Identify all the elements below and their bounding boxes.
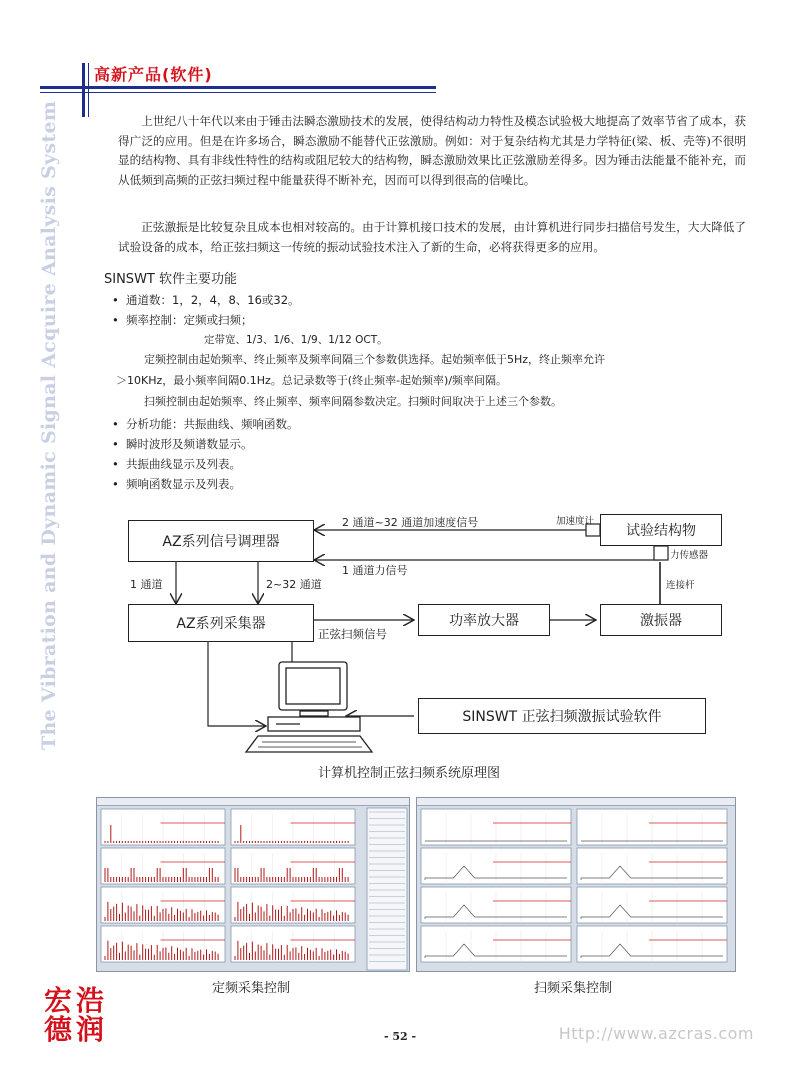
sweep-caption: 扫频采集控制	[534, 981, 613, 996]
intro-paragraph: 上世纪八十年代以来由于锤击法瞬态激励技术的发展，使得结构动力特性及模态试验极大地提高了效率节省了成本，获得广泛的应用。但是在许多场合，瞬态激励不能替代正弦激励。例如：对于复杂结构尤其是力学特征(梁、板、壳等)不很明显的结构物、具有非线性特性的结构或阻尼较大的结构物，瞬态激励效果比正弦激励差得多。因为锤击法能量不能补充，而从低频到高频的正弦扫频过程中能量获得不断补充，因而可以得到很高的信噪比。	[118, 114, 746, 187]
bullet-item: • 频响函数显示及列表。	[112, 477, 241, 491]
feature-freq-control: 频率控制：定频或扫频；	[126, 313, 253, 327]
logo-char: 宏	[44, 984, 73, 1017]
accel-signal-label: 2 通道~32 通道加速度信号	[342, 516, 479, 529]
bullet-item: • 频率控制：定频或扫频；	[112, 313, 253, 327]
accelerometer-label: 加速度计	[556, 516, 595, 527]
sweep-line: 扫频控制由起始频率、终止频率、频率间隔参数决定。扫频时间取决于上述三个参数。	[144, 395, 562, 408]
plot-panel	[421, 848, 571, 884]
plot-panel	[231, 809, 355, 845]
ch1-label: 1 通道	[130, 578, 163, 591]
force-sensor-label: 力传感器	[670, 550, 709, 561]
sweep-panels	[417, 798, 737, 973]
section-title: 高新产品(软件)	[94, 65, 213, 84]
fixed-freq-line-2: ＞10KHz，最小频率间隔0.1Hz。总记录数等于(终止频率-起始频率)/频率间隔。	[116, 374, 508, 387]
fixed-freq-screenshot	[96, 797, 410, 972]
website-url: Http://www.azcras.com	[558, 1024, 754, 1043]
force-signal-label: 1 通道力信号	[342, 564, 408, 577]
signal-conditioner-box	[128, 520, 314, 562]
logo-char: 德	[44, 1013, 73, 1046]
plot-panel	[101, 887, 225, 923]
plot-panel	[577, 809, 727, 845]
logo-char: 浩	[76, 984, 105, 1017]
diagram-caption: 计算机控制正弦扫频系统原理图	[318, 766, 501, 781]
side-title-text: The Vibration and Dynamic Signal Acquire Analysis System	[38, 100, 60, 750]
computer-icon	[246, 662, 372, 752]
plot-panel	[231, 926, 355, 962]
ch2-32-label: 2~32 通道	[266, 578, 322, 591]
feature-bandwidth: 定带宽、1/3、1/6、1/9、1/12 OCT。	[204, 334, 388, 346]
bullet-item: • 瞬时波形及频谱数显示。	[112, 437, 253, 451]
signal-conditioner-label: AZ系列信号调理器	[162, 534, 280, 550]
plot-panel	[421, 887, 571, 923]
plot-panel	[421, 809, 571, 845]
power-amplifier-box	[418, 604, 550, 636]
software-label: SINSWT 正弦扫频激振试验软件	[462, 709, 662, 725]
plot-panel	[421, 926, 571, 962]
plot-panel	[577, 887, 727, 923]
test-structure-label: 试验结构物	[626, 523, 696, 539]
feature-channels: 通道数：1，2，4，8、16或32。	[126, 293, 300, 307]
bullet-item: • 共振曲线显示及列表。	[112, 457, 241, 471]
page-number: - 52 -	[383, 1030, 417, 1043]
software-box	[418, 698, 706, 734]
data-collector-label: AZ系列采集器	[176, 616, 266, 632]
second-paragraph: 正弦激振是比较复杂且成本也相对较高的。由于计算机接口技术的发展，由计算机进行同步扫描信号发生，大大降低了试验设备的成本，给正弦扫频这一传统的振动试验技术注入了新的生命，必将获得更多的应用。	[118, 220, 746, 254]
fixed-freq-panels	[97, 798, 411, 973]
bullet-item: • 分析功能：共振曲线、频响函数。	[112, 417, 299, 431]
feature-resonance: 共振曲线显示及列表。	[126, 457, 241, 471]
plot-panel	[101, 848, 225, 884]
features-heading: SINSWT 软件主要功能	[104, 272, 237, 287]
plot-panel	[101, 926, 225, 962]
channel-list	[367, 808, 407, 970]
plot-panel	[231, 887, 355, 923]
plot-panel	[577, 926, 727, 962]
force-sensor-box	[654, 546, 668, 560]
logo-char: 润	[76, 1013, 105, 1046]
fixed-freq-caption: 定频采集控制	[212, 981, 291, 996]
test-structure-box	[600, 514, 722, 546]
fixed-freq-line-1: 定频控制由起始频率、终止频率及频率间隔三个参数供选择。起始频率低于5Hz，终止频率允许	[144, 353, 606, 366]
feature-waveform: 瞬时波形及频谱数显示。	[126, 437, 253, 451]
data-collector-box	[128, 604, 314, 642]
connect-rod-label: 连接杆	[666, 580, 695, 591]
plot-panel	[577, 848, 727, 884]
exciter-label: 激振器	[640, 613, 682, 629]
power-amplifier-label: 功率放大器	[449, 613, 519, 629]
exciter-box	[600, 604, 722, 636]
plot-panel	[101, 809, 225, 845]
collector-to-pc-line	[208, 640, 266, 726]
feature-frf: 频响函数显示及列表。	[126, 477, 241, 491]
sweep-signal-label: 正弦扫频信号	[318, 627, 387, 641]
feature-analysis: 分析功能：共振曲线、频响函数。	[126, 417, 299, 431]
sweep-screenshot	[416, 797, 736, 972]
plot-panel	[231, 848, 355, 884]
bullet-item: • 通道数：1，2，4，8、16或32。	[112, 293, 300, 307]
